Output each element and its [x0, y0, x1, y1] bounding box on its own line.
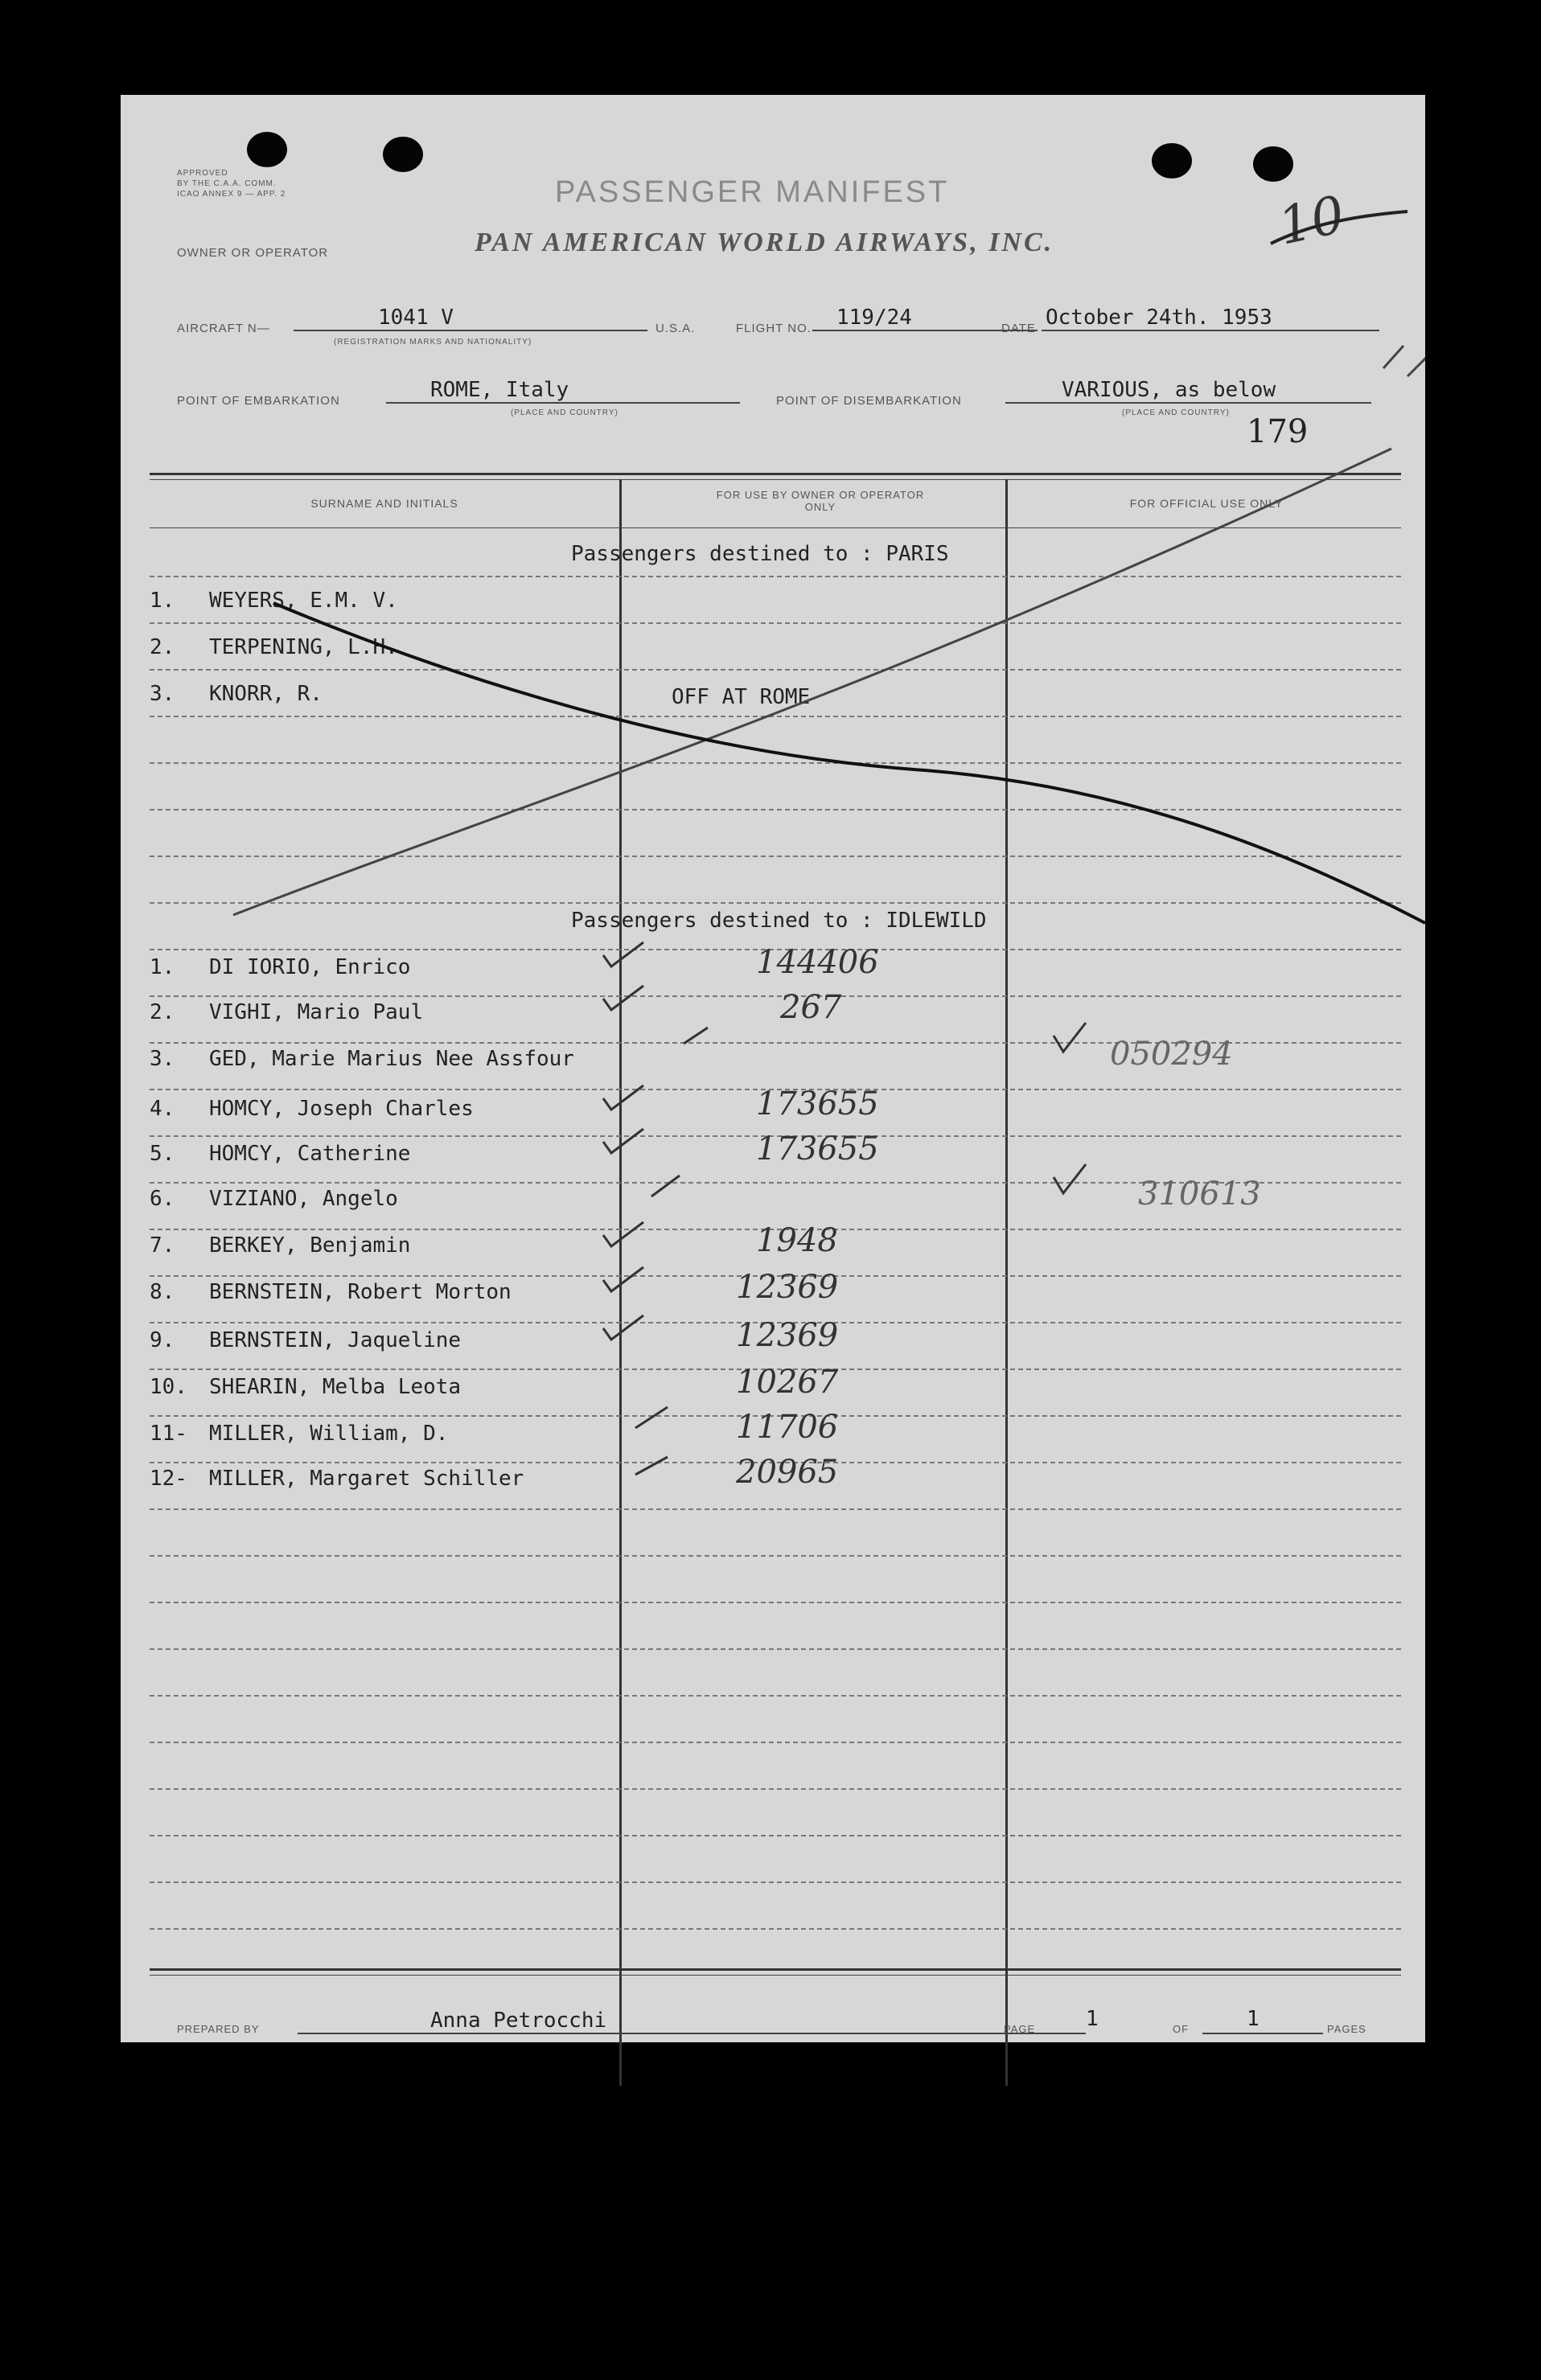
aircraft-value: 1041 V: [378, 306, 454, 330]
owner-handwritten-number: 11706: [736, 1409, 839, 1446]
embarkation-line: [386, 402, 740, 404]
document-title: PASSENGER MANIFEST: [555, 175, 950, 209]
row-number: 3.: [150, 682, 175, 706]
passenger-name: VIZIANO, Angelo: [209, 1187, 398, 1211]
flight-date: October 24th. 1953: [1046, 306, 1272, 330]
row-number: 10.: [150, 1375, 187, 1399]
column-divider: [1005, 479, 1008, 2086]
disembarkation-label: POINT OF DISEMBARKATION: [776, 394, 962, 408]
disembarkation-line: [1005, 402, 1371, 404]
ruled-line: [150, 1555, 1401, 1557]
ruled-line: [150, 1835, 1401, 1836]
airline-name: PAN AMERICAN WORLD AIRWAYS, INC.: [475, 228, 1054, 257]
page-count-line: [1202, 2033, 1323, 2034]
page-label: PAGE: [1004, 2023, 1036, 2035]
registration-note: (REGISTRATION MARKS AND NATIONALITY): [334, 338, 532, 347]
row-number: 12-: [150, 1467, 187, 1491]
owner-handwritten-number: 12369: [736, 1269, 839, 1306]
ruled-line: [150, 1881, 1401, 1883]
passenger-name: GED, Marie Marius Nee Assfour: [209, 1047, 574, 1071]
passenger-name: MILLER, Margaret Schiller: [209, 1467, 524, 1491]
column-header-owner: FOR USE BY OWNER OR OPERATOR ONLY: [716, 489, 925, 513]
owner-handwritten-number: 173655: [756, 1130, 879, 1167]
row-number: 6.: [150, 1187, 175, 1211]
place-note: (PLACE AND COUNTRY): [1122, 408, 1230, 417]
header-divider: [150, 527, 1401, 528]
embarkation-label: POINT OF EMBARKATION: [177, 394, 340, 408]
country-label: U.S.A.: [655, 322, 696, 335]
page-count: 1: [1247, 2007, 1260, 2031]
punch-hole: [1253, 146, 1293, 182]
disembarkation-value: VARIOUS, as below: [1062, 378, 1276, 402]
punch-hole: [383, 137, 423, 172]
of-label: OF: [1173, 2023, 1190, 2035]
flight-label: FLIGHT NO.: [736, 322, 812, 335]
official-handwritten-number: 310613: [1138, 1176, 1261, 1213]
official-handwritten-number: 050294: [1110, 1036, 1233, 1073]
aircraft-label: AIRCRAFT N—: [177, 322, 270, 335]
column-divider: [619, 479, 622, 2086]
date-label: DATE: [1001, 322, 1036, 335]
approval-note: APPROVED: [177, 169, 228, 178]
date-line: [1042, 330, 1379, 331]
section-heading-paris: Passengers destined to : PARIS: [571, 542, 949, 566]
ruled-line: [150, 809, 1401, 810]
ruled-line: [150, 1602, 1401, 1603]
table-bottom-border: [150, 1968, 1401, 1971]
passenger-name: HOMCY, Catherine: [209, 1142, 411, 1166]
corner-handwritten-mark: 10: [1273, 185, 1350, 257]
ruled-line: [150, 856, 1401, 857]
owner-handwritten-number: 20965: [736, 1454, 839, 1491]
owner-label: OWNER OR OPERATOR: [177, 246, 329, 260]
approval-note: BY THE C.A.A. COMM.: [177, 179, 277, 188]
aircraft-line: [294, 330, 647, 331]
passenger-note: OFF AT ROME: [672, 685, 811, 709]
punch-hole: [247, 132, 287, 167]
flight-number: 119/24: [836, 306, 912, 330]
passenger-name: BERKEY, Benjamin: [209, 1233, 411, 1258]
row-number: 1.: [150, 589, 175, 613]
punch-hole: [1152, 143, 1192, 178]
section-heading-idlewild: Passengers destined to : IDLEWILD: [571, 909, 987, 933]
row-number: 1.: [150, 955, 175, 979]
prepared-by-value: Anna Petrocchi: [430, 2009, 607, 2033]
page-number: 1: [1086, 2007, 1099, 2031]
table-top-border: [150, 473, 1401, 475]
passenger-name: SHEARIN, Melba Leota: [209, 1375, 462, 1399]
passenger-name: BERNSTEIN, Robert Morton: [209, 1280, 512, 1304]
passenger-name: HOMCY, Joseph Charles: [209, 1097, 474, 1121]
ruled-line: [150, 716, 1401, 717]
ruled-line: [150, 1788, 1401, 1790]
owner-handwritten-number: 173655: [756, 1085, 879, 1122]
passenger-name: TERPENING, L.H.: [209, 635, 398, 659]
ruled-line: [150, 1648, 1401, 1650]
page-stamp: 179: [1247, 413, 1309, 450]
ruled-line: [150, 762, 1401, 764]
owner-handwritten-number: 10267: [736, 1364, 839, 1401]
check-mark: [1383, 346, 1425, 376]
column-header-official: FOR OFFICIAL USE ONLY: [1129, 497, 1284, 510]
prepared-by-label: PREPARED BY: [177, 2023, 260, 2035]
row-number: 5.: [150, 1142, 175, 1166]
prepared-by-line: [298, 2033, 1086, 2034]
check-marks: [603, 942, 1086, 1475]
row-number: 3.: [150, 1047, 175, 1071]
ruled-line: [150, 1742, 1401, 1743]
passenger-name: KNORR, R.: [209, 682, 323, 706]
ruled-line: [150, 1695, 1401, 1697]
manifest-sheet: [121, 95, 1425, 2042]
row-number: 7.: [150, 1233, 175, 1258]
row-number: 8.: [150, 1280, 175, 1304]
ruled-line: [150, 1928, 1401, 1930]
row-number: 9.: [150, 1328, 175, 1352]
passenger-name: BERNSTEIN, Jaqueline: [209, 1328, 462, 1352]
ruled-line: [150, 669, 1401, 671]
embarkation-value: ROME, Italy: [430, 378, 569, 402]
ruled-line: [150, 1508, 1401, 1510]
row-number: 4.: [150, 1097, 175, 1121]
table-top-border-inner: [150, 479, 1401, 480]
ruled-line: [150, 576, 1401, 577]
passenger-name: MILLER, William, D.: [209, 1422, 449, 1446]
column-header-surname: SURNAME AND INITIALS: [310, 497, 458, 510]
ruled-line: [150, 622, 1401, 624]
strike-line: [233, 449, 1391, 915]
passenger-name: DI IORIO, Enrico: [209, 955, 411, 979]
place-note: (PLACE AND COUNTRY): [511, 408, 618, 417]
ruled-line: [150, 902, 1401, 904]
row-number: 2.: [150, 635, 175, 659]
pages-label: PAGES: [1327, 2023, 1366, 2035]
approval-note: ICAO ANNEX 9 — APP. 2: [177, 190, 286, 199]
table-bottom-border-inner: [150, 1975, 1401, 1976]
owner-handwritten-number: 267: [780, 989, 842, 1026]
passenger-name: VIGHI, Mario Paul: [209, 1000, 424, 1024]
owner-handwritten-number: 12369: [736, 1317, 839, 1354]
passenger-name: WEYERS, E.M. V.: [209, 589, 398, 613]
owner-handwritten-number: 1948: [756, 1222, 838, 1259]
ruled-line: [150, 995, 1401, 997]
row-number: 2.: [150, 1000, 175, 1024]
owner-handwritten-number: 144406: [756, 944, 879, 981]
row-number: 11-: [150, 1422, 187, 1446]
